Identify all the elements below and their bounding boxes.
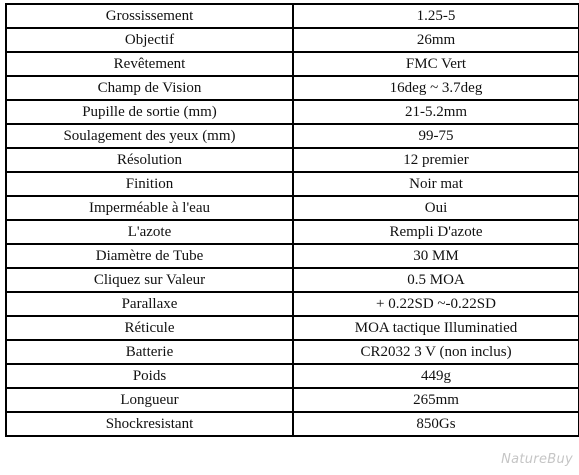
spec-label: Réticule (6, 316, 293, 340)
spec-label: Objectif (6, 28, 293, 52)
spec-table (5, 3, 579, 437)
spec-label: Poids (6, 364, 293, 388)
spec-value: + 0.22SD ~-0.22SD (293, 292, 579, 316)
spec-label: Cliquez sur Valeur (6, 268, 293, 292)
table-row (6, 244, 579, 268)
spec-label: Champ de Vision (6, 76, 293, 100)
spec-value: 99-75 (293, 124, 579, 148)
spec-value: Noir mat (293, 172, 579, 196)
table-row (6, 172, 579, 196)
watermark-logo: NatureBuy (501, 452, 573, 467)
spec-label: Grossissement (6, 4, 293, 28)
spec-label: Finition (6, 172, 293, 196)
spec-label: Soulagement des yeux (mm) (6, 124, 293, 148)
table-row (6, 220, 579, 244)
table-row (6, 100, 579, 124)
spec-label: Résolution (6, 148, 293, 172)
spec-label: Shockresistant (6, 412, 293, 436)
spec-value: 449g (293, 364, 579, 388)
table-row (6, 364, 579, 388)
table-row (6, 28, 579, 52)
spec-label: Parallaxe (6, 292, 293, 316)
table-row (6, 340, 579, 364)
table-row (6, 52, 579, 76)
spec-label: Imperméable à l'eau (6, 196, 293, 220)
spec-label: Longueur (6, 388, 293, 412)
spec-value: FMC Vert (293, 52, 579, 76)
spec-value: MOA tactique Illuminatied (293, 316, 579, 340)
table-row (6, 196, 579, 220)
table-row (6, 388, 579, 412)
table-row (6, 316, 579, 340)
spec-value: 0.5 MOA (293, 268, 579, 292)
table-row (6, 148, 579, 172)
spec-label: Diamètre de Tube (6, 244, 293, 268)
spec-value: 12 premier (293, 148, 579, 172)
table-row (6, 4, 579, 28)
spec-value: 265mm (293, 388, 579, 412)
table-row (6, 124, 579, 148)
spec-value: 1.25-5 (293, 4, 579, 28)
spec-value: CR2032 3 V (non inclus) (293, 340, 579, 364)
spec-label: Batterie (6, 340, 293, 364)
spec-value: 850Gs (293, 412, 579, 436)
spec-value: 16deg ~ 3.7deg (293, 76, 579, 100)
spec-label: L'azote (6, 220, 293, 244)
table-row (6, 268, 579, 292)
spec-value: Oui (293, 196, 579, 220)
spec-value: 21-5.2mm (293, 100, 579, 124)
spec-value: Rempli D'azote (293, 220, 579, 244)
spec-value: 26mm (293, 28, 579, 52)
table-row (6, 76, 579, 100)
table-row (6, 412, 579, 436)
spec-value: 30 MM (293, 244, 579, 268)
table-row (6, 292, 579, 316)
spec-label: Pupille de sortie (mm) (6, 100, 293, 124)
spec-label: Revêtement (6, 52, 293, 76)
